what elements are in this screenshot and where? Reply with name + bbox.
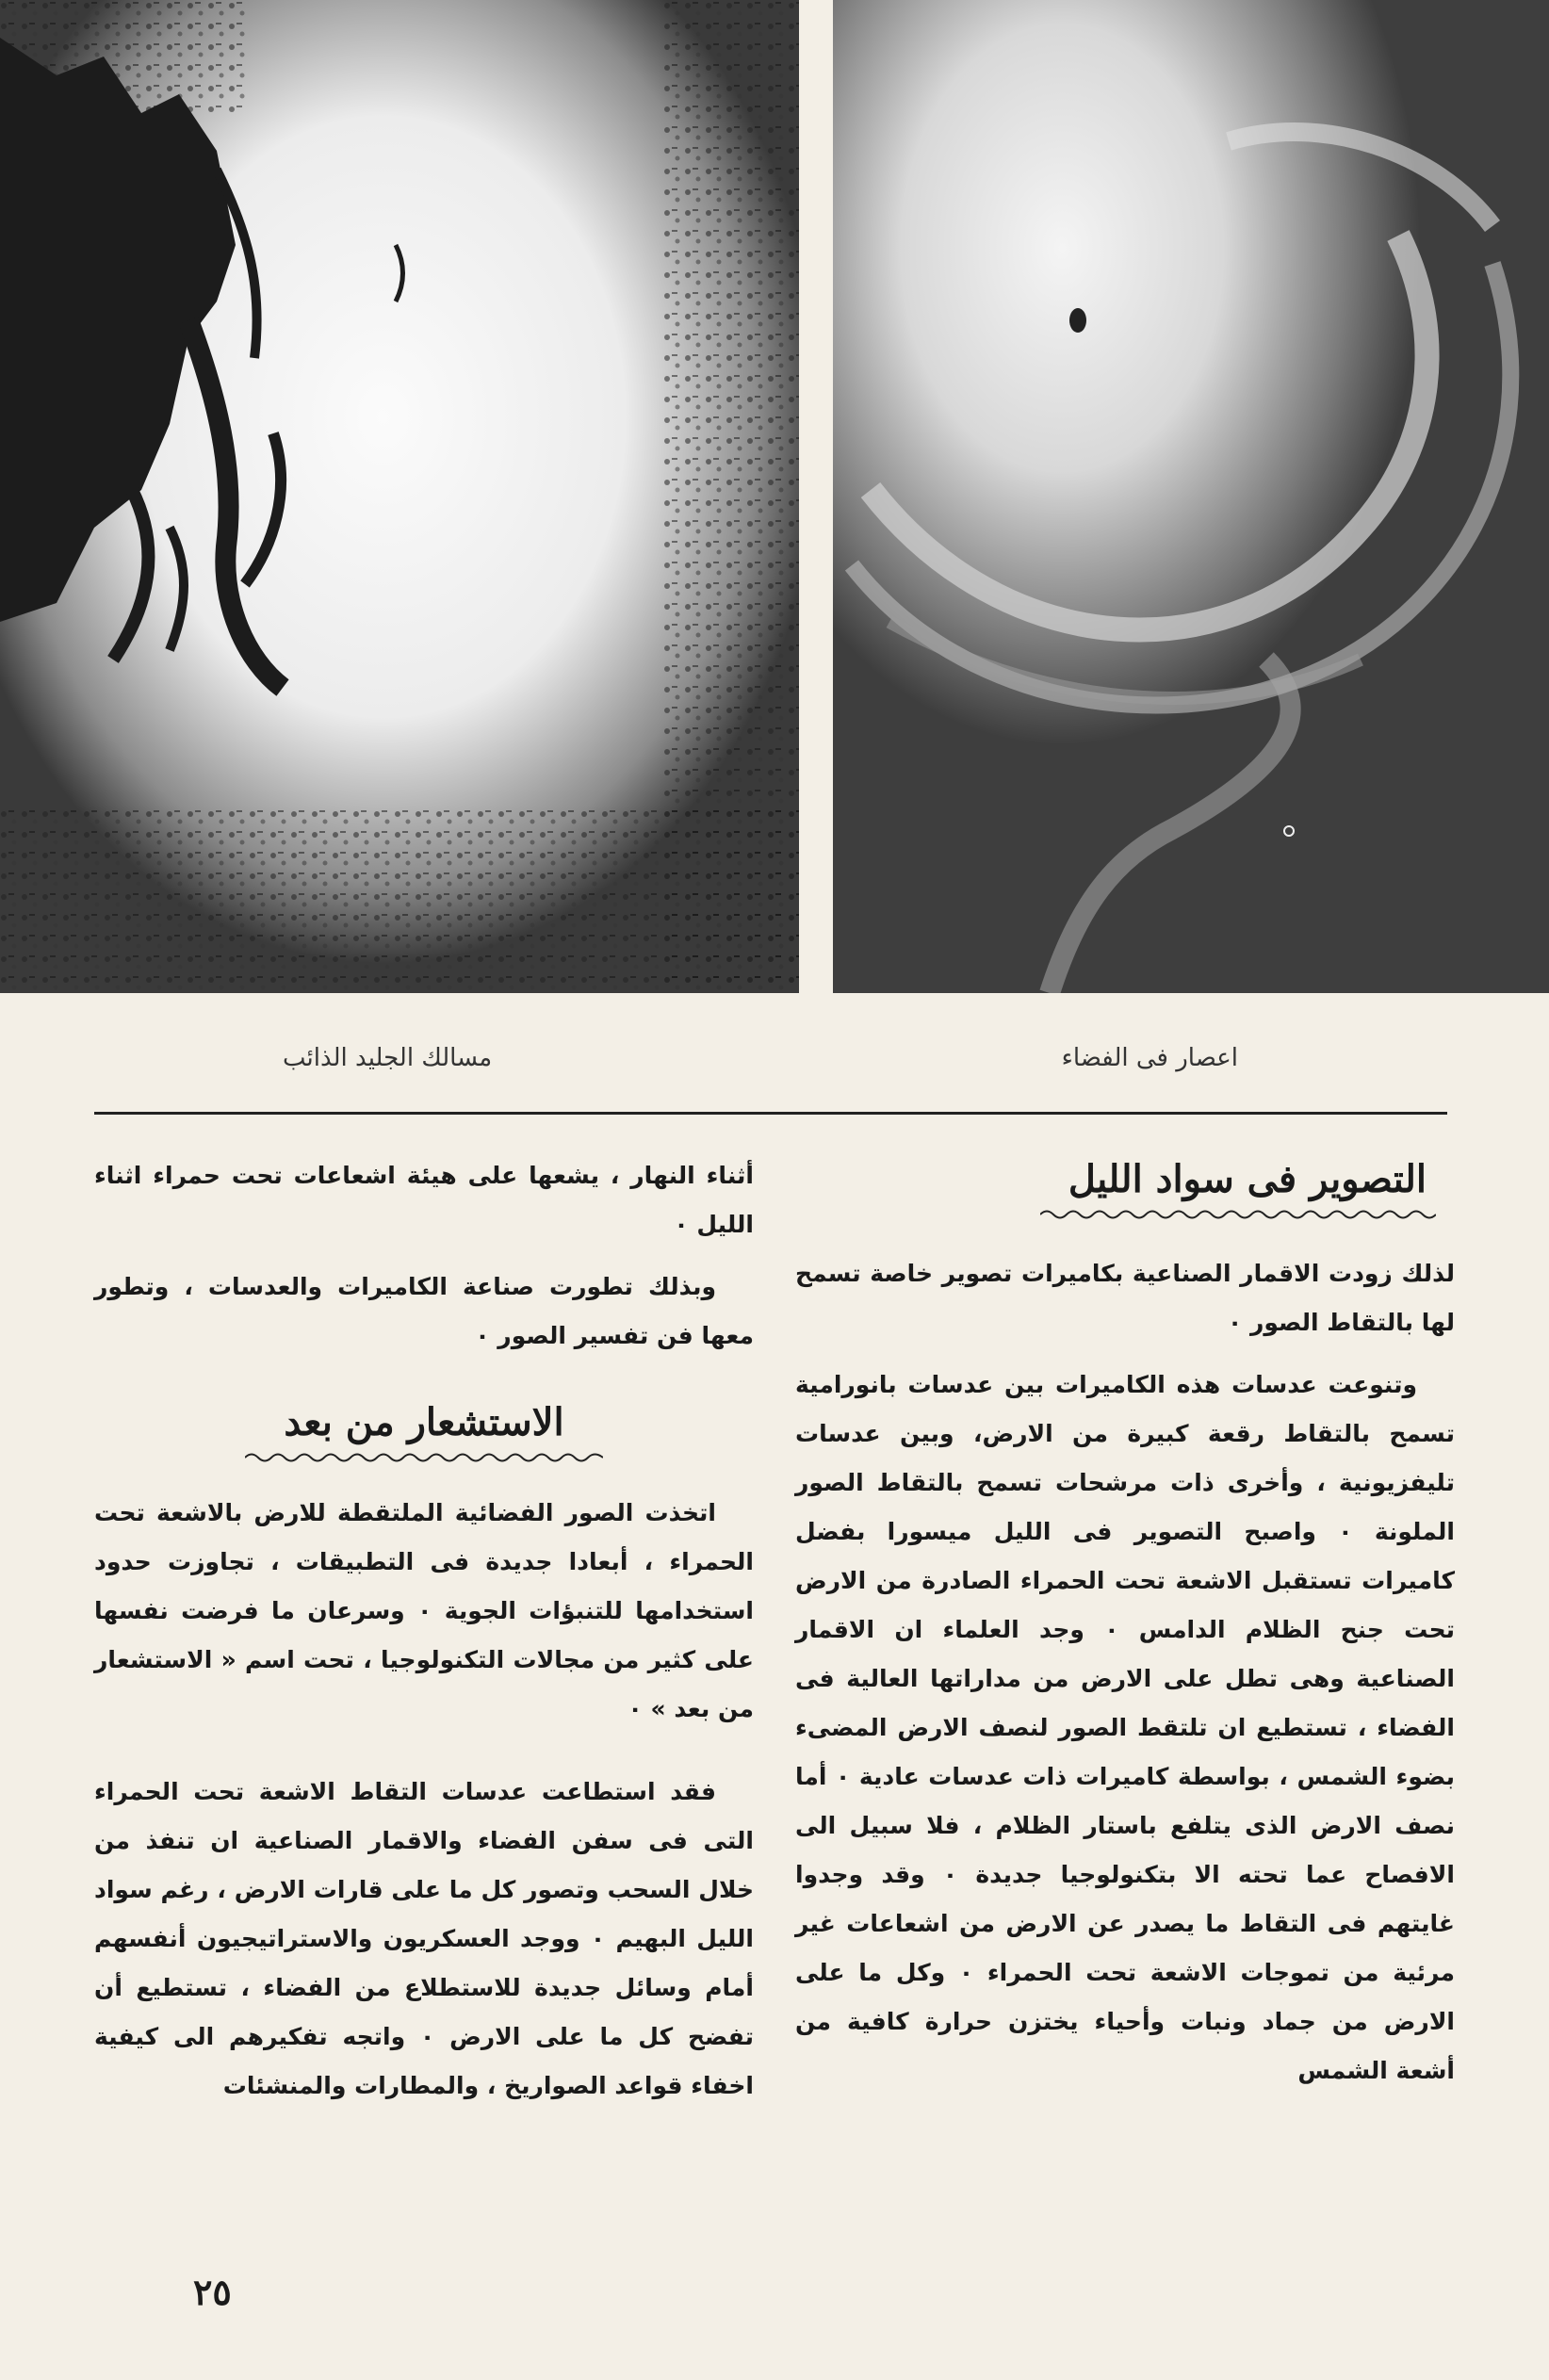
paragraph: وتنوعت عدسات هذه الكاميرات بين عدسات بانورامية تسمح بالتقاط رقعة كبيرة من الارض، وبين عدسات تليفزيونية ، وأخرى ذات مرشحات تسمح بالتقاط الصور الملونة ٠ واصبح التصوير فى الليل ميسورا بفضل كاميرات تستقبل الاشعة تحت الحمراء الصادرة من الارض تحت جنح الظلام الدامس ٠ وجد العلماء ان الاقمار الصناعية وهى تطل على الارض من مداراتها العالية فى الفضاء ، تستطيع ان تلتقط الصور لنصف الارض المضىء بضوء الشمس ، بواسطة كاميرات ذات عدسات عادية ٠ أما نصف الارض الذى يتلفع باستار الظلام ، فلا سبيل الى الافصاح عما تحته الا بتكنولوجيا جديدة ٠ وقد وجدوا غايتهم فى التقاط ما يصدر عن الارض من اشعاعات غير مرئية من تموجات الاشعة تحت الحمراء ٠ وكل ما على الارض من جماد ونبات وأحياء يختزن حرارة كافية من أشعة الشمس	[795, 1371, 1456, 2084]
hurricane-photo	[833, 0, 1549, 993]
page-number: ٢٥	[193, 2271, 232, 2313]
section-heading-night-imaging: التصوير فى سواد الليل	[1068, 1157, 1427, 1201]
melting-ice-photo	[0, 0, 799, 993]
hurricane-caption: اعصار فى الفضاء	[1061, 1044, 1238, 1072]
paragraph: لذلك زودت الاقمار الصناعية بكاميرات تصوير خاصة تسمح لها بالتقاط الصور ٠	[795, 1260, 1455, 1336]
paragraph: أثناء النهار ، يشعها على هيئة اشعاعات تحت حمراء اثناء الليل ٠	[94, 1162, 754, 1238]
right-column	[795, 1151, 1455, 2109]
heading-wavy-underline	[245, 1451, 603, 1464]
heading-wavy-underline	[1040, 1208, 1436, 1221]
paragraph: فقد استطاعت عدسات التقاط الاشعة تحت الحمراء التى فى سفن الفضاء والاقمار الصناعية ان تنفذ من خلال السحب وتصور كل ما على قارات الارض ، رغم سواد الليل البهيم ٠ ووجد العسكريون والاستراتيجيون أنفسهم أمام وسائل جديدة للاستطلاع من الفضاء ، تستطيع أن تفضح كل ما على الارض ٠ واتجه تفكيرهم الى كيفية اخفاء قواعد الصواريخ ، والمطارات والمنشئات	[94, 1778, 754, 2099]
ice-caption: مسالك الجليد الذائب	[283, 1044, 493, 1072]
paragraph: اتخذت الصور الفضائية الملتقطة للارض بالاشعة تحت الحمراء ، أبعادا جديدة فى التطبيقات ، تجاوزت حدود استخدامها للتنبؤات الجوية ٠ وسرعان ما فرضت نفسها على كثير من مجالات التكنولوجيا ، تحت اسم « الاستشعار من بعد » ٠	[94, 1499, 754, 1722]
section-heading-remote-sensing: الاستشعار من بعد	[284, 1400, 564, 1444]
paragraph: وبذلك تطورت صناعة الكاميرات والعدسات ، وتطور معها فن تفسير الصور ٠	[94, 1273, 754, 1349]
divider-rule	[94, 1112, 1447, 1115]
left-column	[94, 1151, 754, 2124]
